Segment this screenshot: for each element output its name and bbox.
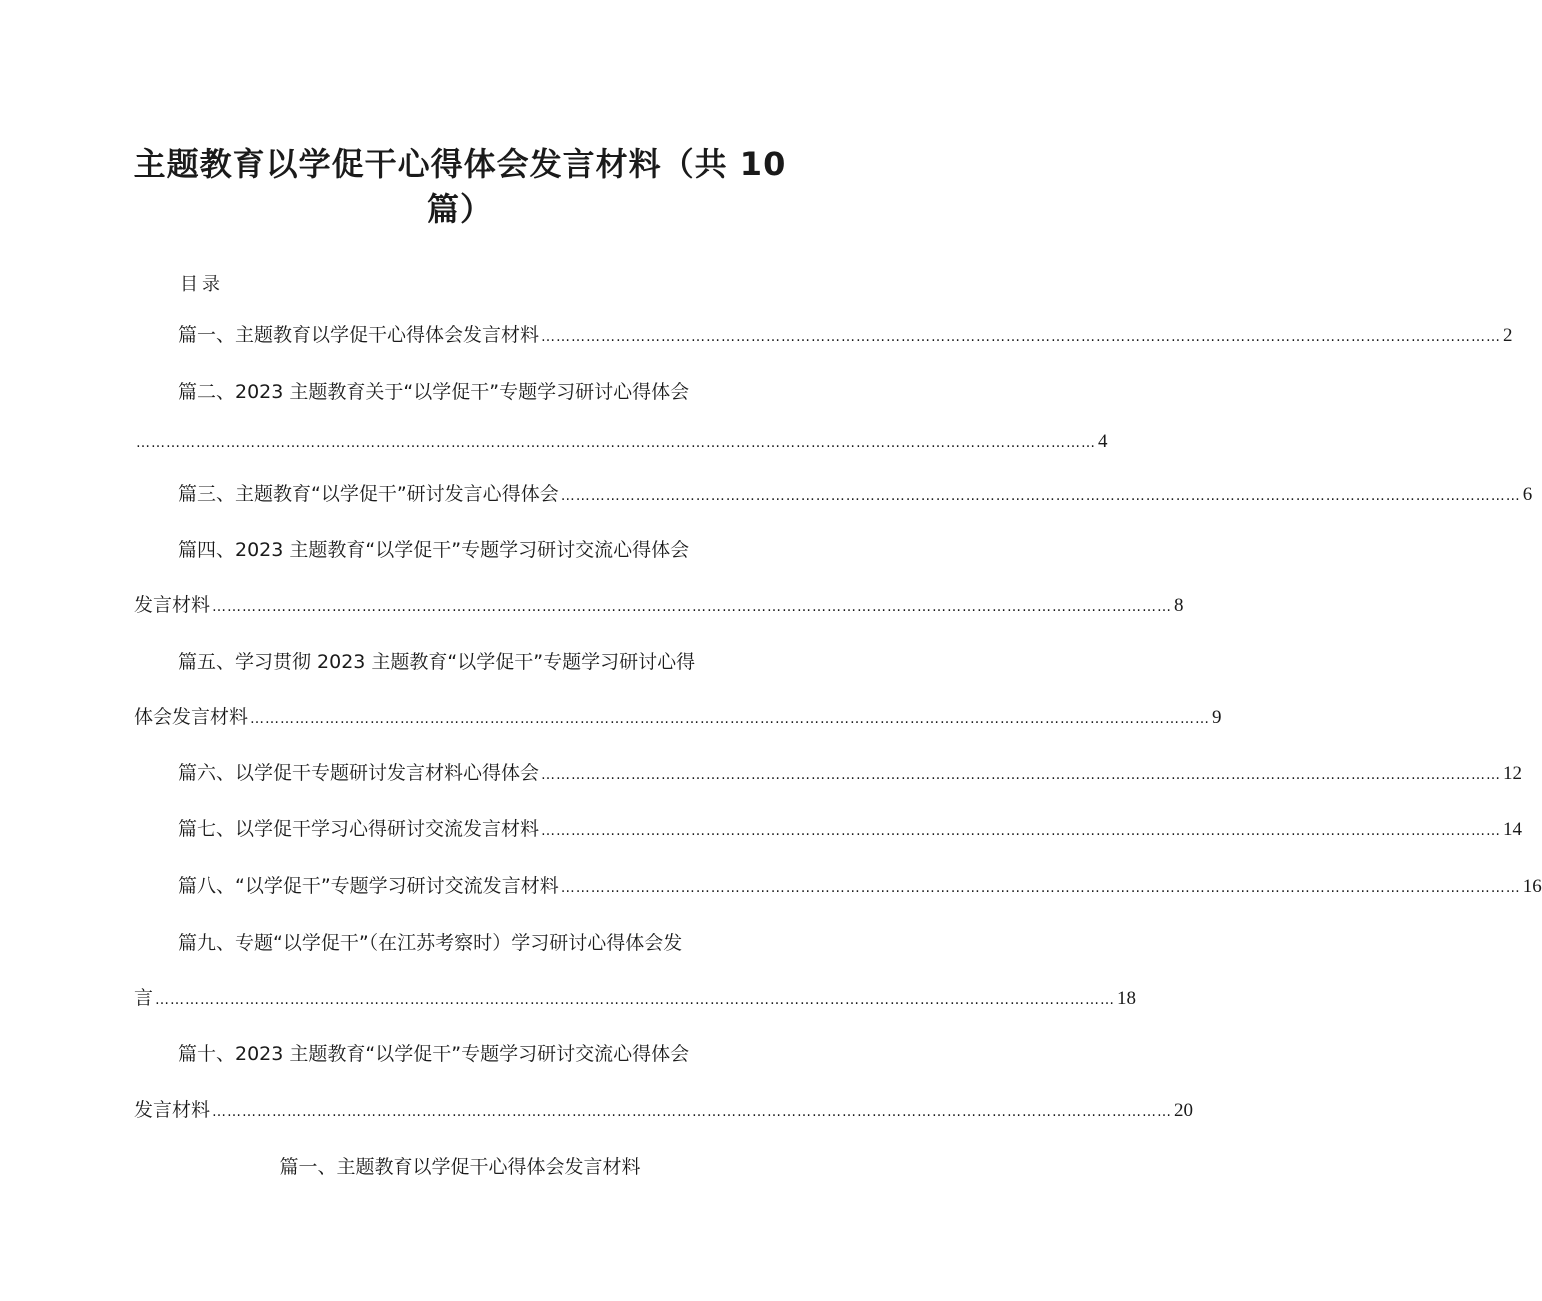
toc-page-number: 2: [1503, 325, 1513, 346]
document-title-line2: 篇）: [426, 190, 493, 228]
toc-leader-dots: …………………………………………………………………………………………………………………………………………………………………………: [560, 488, 1521, 504]
toc-entry-6[interactable]: [178, 760, 1523, 788]
toc-page-number: 14: [1503, 819, 1523, 840]
toc-entry-9-line2[interactable]: [134, 985, 1137, 1013]
toc-entry-text: 篇六、以学促干专题研讨发言材料心得体会: [178, 762, 540, 784]
toc-leader-dots: …………………………………………………………………………………………………………………………………………………………………………: [560, 880, 1521, 896]
toc-leader-dots: …………………………………………………………………………………………………………………………………………………………………………: [541, 823, 1502, 839]
toc-entry-text: 发言材料: [134, 594, 211, 616]
toc-page-number: 6: [1522, 484, 1533, 505]
toc-leader-dots: …………………………………………………………………………………………………………………………………………………………………………: [155, 992, 1116, 1008]
toc-entry-text: 篇一、主题教育以学促干心得体会发言材料: [178, 324, 540, 346]
toc-label: 目录: [180, 274, 224, 295]
toc-entry-3[interactable]: [178, 481, 1533, 509]
toc-entry-text: 篇三、主题教育“以学促干”研讨发言心得体会: [178, 483, 559, 505]
toc-page-number: 18: [1117, 988, 1137, 1009]
toc-entry-8[interactable]: [178, 873, 1542, 901]
toc-entry-5-line1[interactable]: 篇五、学习贯彻 2023 主题教育“以学促干”专题学习研讨心得: [178, 651, 696, 673]
toc-entry-text: 言: [134, 987, 154, 1009]
toc-leader-dots: …………………………………………………………………………………………………………………………………………………………………………: [541, 329, 1502, 345]
toc-leader-dots: …………………………………………………………………………………………………………………………………………………………………………: [250, 711, 1211, 727]
toc-page-number: 20: [1174, 1100, 1194, 1121]
toc-page-number: 12: [1503, 763, 1523, 784]
toc-leader-dots: …………………………………………………………………………………………………………………………………………………………………………: [212, 1104, 1173, 1120]
toc-entry-10-line2[interactable]: [134, 1097, 1194, 1125]
toc-entry-text: 篇八、“以学促干”专题学习研讨交流发言材料: [178, 875, 559, 897]
toc-entry-7[interactable]: [178, 816, 1523, 844]
toc-entry-2-line2[interactable]: [134, 429, 1108, 456]
toc-page-number: 4: [1098, 431, 1108, 452]
toc-entry-4-line1[interactable]: 篇四、2023 主题教育“以学促干”专题学习研讨交流心得体会: [178, 539, 690, 561]
toc-entry-text: 体会发言材料: [134, 706, 249, 728]
toc-leader-dots: …………………………………………………………………………………………………………………………………………………………………………: [136, 435, 1096, 451]
toc-leader-dots: …………………………………………………………………………………………………………………………………………………………………………: [212, 599, 1173, 615]
toc-page-number: 8: [1174, 595, 1184, 616]
toc-leader-dots: …………………………………………………………………………………………………………………………………………………………………………: [541, 767, 1502, 783]
toc-entry-1[interactable]: [178, 322, 1513, 350]
toc-page-number: 9: [1212, 707, 1222, 728]
toc-page-number: 16: [1522, 876, 1542, 897]
toc-entry-text: 篇七、以学促干学习心得研讨交流发言材料: [178, 818, 540, 840]
document-title-line1: 主题教育以学促干心得体会发言材料（共 10: [133, 145, 787, 183]
toc-entry-2-line1[interactable]: 篇二、2023 主题教育关于“以学促干”专题学习研讨心得体会: [178, 381, 690, 403]
toc-entry-10-line1[interactable]: 篇十、2023 主题教育“以学促干”专题学习研讨交流心得体会: [178, 1043, 690, 1065]
toc-entry-9-line1[interactable]: 篇九、专题“以学促干”（在江苏考察时）学习研讨心得体会发: [178, 932, 683, 954]
toc-entry-4-line2[interactable]: [134, 592, 1184, 620]
section-heading: 篇一、主题教育以学促干心得体会发言材料: [279, 1156, 641, 1178]
toc-entry-text: 发言材料: [134, 1099, 211, 1121]
toc-entry-5-line2[interactable]: [134, 704, 1222, 732]
